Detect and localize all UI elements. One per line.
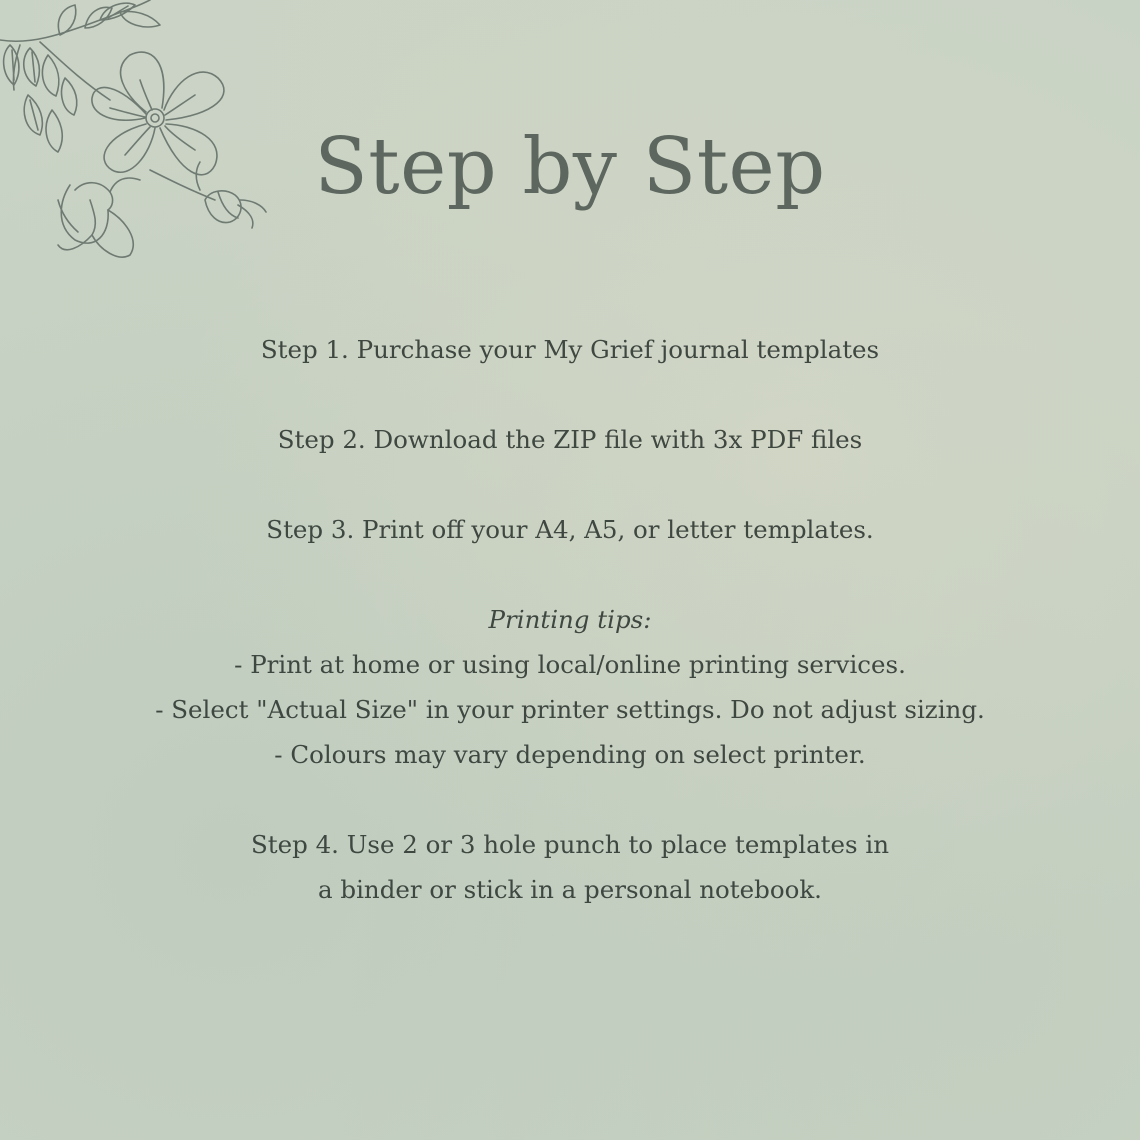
printing-tips-heading: Printing tips: xyxy=(488,605,652,634)
printing-tip-2: - Select "Actual Size" in your printer settings. Do not adjust sizing. xyxy=(155,695,985,724)
step-4-line-1: Step 4. Use 2 or 3 hole punch to place templates in xyxy=(251,830,889,859)
step-4-line-2: a binder or stick in a personal notebook. xyxy=(318,875,822,904)
printing-tip-3: - Colours may vary depending on select printer. xyxy=(274,740,866,769)
step-1: Step 1. Purchase your My Grief journal templates xyxy=(260,335,880,364)
step-3: Step 3. Print off your A4, A5, or letter templates. xyxy=(266,515,874,544)
step-2: Step 2. Download the ZIP file with 3x PDF files xyxy=(277,425,863,454)
printing-tip-1: - Print at home or using local/online printing services. xyxy=(234,650,906,679)
page-title: Step by Step xyxy=(314,122,826,212)
